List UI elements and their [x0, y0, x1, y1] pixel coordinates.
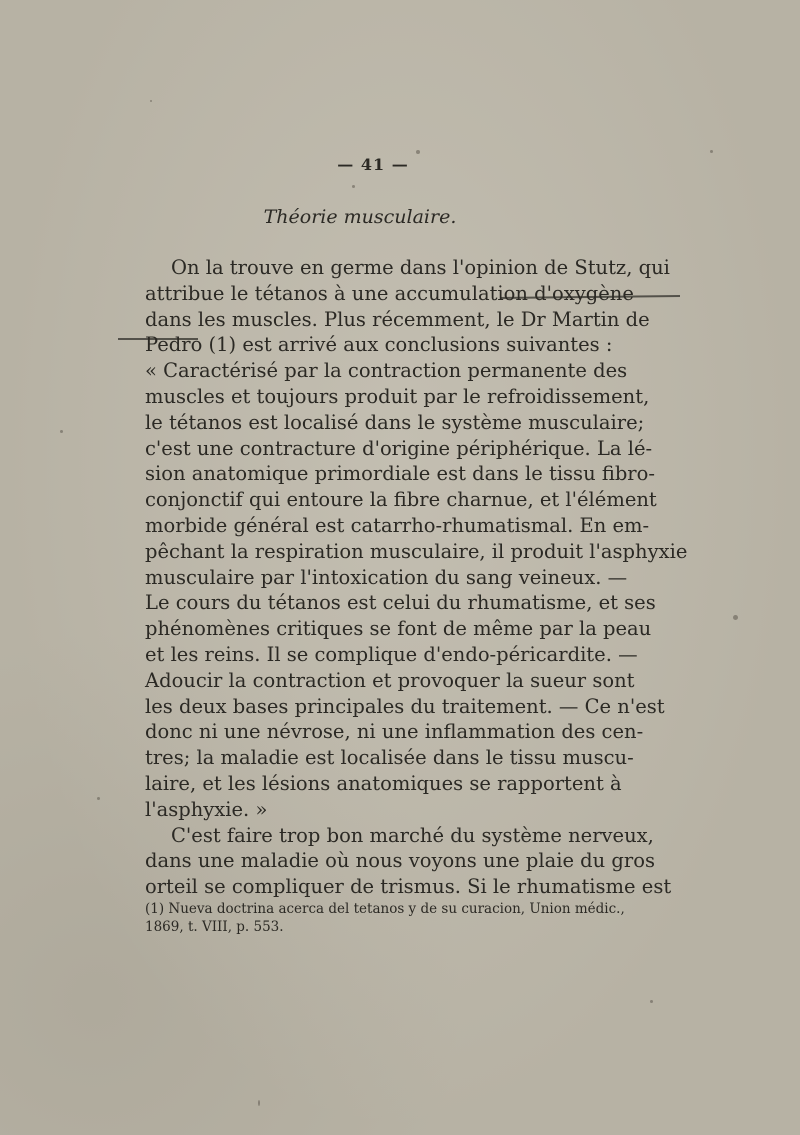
text-line: dans les muscles. Plus récemment, le Dr Martin de: [145, 307, 650, 331]
text-line: les deux bases principales du traitement. — Ce n'est: [145, 694, 665, 718]
text-line: le tétanos est localisé dans le système musculaire;: [145, 410, 645, 434]
text-line: orteil se compliquer de trismus. Si le rhumatisme est: [145, 875, 672, 899]
text-line: muscles et toujours produit par le refroidissement,: [145, 384, 650, 408]
section-title: Théorie musculaire.: [263, 206, 457, 228]
paper-speck: [258, 1100, 260, 1106]
text-line: C'est faire trop bon marché du système nerveux,: [171, 823, 654, 847]
paper-speck: [352, 185, 355, 188]
paper-speck: [733, 615, 738, 620]
text-line: dans une maladie où nous voyons une plaie du gros: [145, 849, 655, 873]
paper-speck: [650, 1000, 653, 1003]
page-number: — 41 —: [337, 155, 409, 174]
body-text: [145, 255, 688, 900]
text-line: donc ni une névrose, ni une inflammation des cen-: [145, 720, 644, 744]
text-line: tres; la maladie est localisée dans le tissu muscu-: [145, 746, 634, 770]
footnote-line: 1869, t. VIII, p. 553.: [145, 919, 284, 935]
text-line: Adoucir la contraction et provoquer la sueur sont: [145, 668, 635, 692]
paper-speck: [710, 150, 713, 153]
footnote: [145, 900, 625, 936]
paper-speck: [60, 430, 63, 433]
text-line: attribue le tétanos à une accumulation d'oxygène: [145, 281, 634, 305]
text-line: Le cours du tétanos est celui du rhumatisme, et ses: [145, 591, 656, 615]
text-line: musculaire par l'intoxication du sang veineux. —: [145, 565, 628, 589]
text-line: pêchant la respiration musculaire, il produit l'asphyxie: [145, 539, 688, 563]
text-line: On la trouve en germe dans l'opinion de Stutz, qui: [171, 256, 670, 279]
text-line: laire, et les lésions anatomiques se rapportent à: [145, 771, 622, 795]
text-line: et les reins. Il se complique d'endo-péricardite. —: [145, 642, 638, 666]
footnote-line: (1) Nueva doctrina acerca del tetanos y de su curacion, Union médic.,: [145, 901, 625, 917]
text-line: conjonctif qui entoure la fibre charnue, et l'élément: [145, 488, 657, 512]
text-line: sion anatomique primordiale est dans le tissu fibro-: [145, 462, 655, 486]
paper-speck: [416, 150, 420, 154]
text-line: morbide général est catarrho-rhumatismal. En em-: [145, 513, 650, 537]
text-line: « Caractérisé par la contraction permanente des: [145, 359, 628, 383]
text-line: l'asphyxie. »: [145, 797, 268, 821]
paper-speck: [97, 797, 100, 800]
text-line: c'est une contracture d'origine périphérique. La lé-: [145, 436, 653, 460]
text-line: Pedro (1) est arrivé aux conclusions suivantes :: [145, 333, 613, 357]
paper-speck: [150, 100, 152, 102]
text-line: phénomènes critiques se font de même par la peau: [145, 617, 652, 641]
